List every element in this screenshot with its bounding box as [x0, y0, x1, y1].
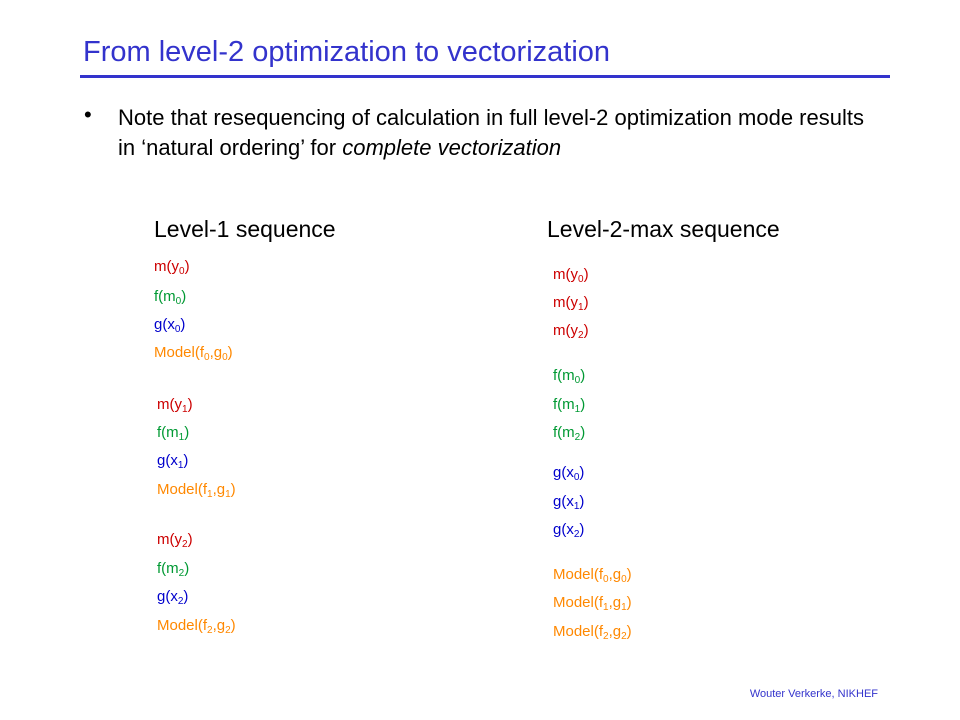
- item-tail: ): [187, 396, 193, 413]
- item-subscript: 2: [182, 539, 188, 550]
- item-base: m(y: [154, 258, 179, 275]
- item-tail: ): [626, 594, 632, 611]
- item-subscript: 2: [578, 330, 584, 341]
- bullet-dot: •: [84, 102, 92, 127]
- sequence-item: [553, 594, 632, 612]
- item-base: Model(f: [157, 481, 208, 498]
- item-subscript: 0: [175, 296, 182, 307]
- item-subscript: 1: [603, 602, 609, 613]
- sequence-item: [553, 266, 589, 284]
- item-tail: ): [579, 464, 585, 481]
- bullet-text: [118, 103, 878, 163]
- item-base: f(m: [157, 424, 179, 441]
- item-subscript: 2: [178, 568, 185, 579]
- bullet-text-main: Note that resequencing of calculation in full level-2 optimization mode results in ‘natural ordering’ for: [118, 105, 864, 160]
- sequence-item: [157, 452, 188, 470]
- item-mid: ,g: [608, 566, 622, 583]
- item-base: Model(f: [157, 617, 208, 634]
- item-subscript: 0: [603, 574, 609, 585]
- item-subscript: 2: [225, 625, 231, 636]
- item-subscript: 1: [573, 501, 580, 512]
- sequence-item: [553, 294, 589, 312]
- item-tail: ): [230, 617, 236, 634]
- item-subscript: 0: [179, 266, 185, 277]
- item-subscript: 2: [603, 631, 609, 642]
- sequence-item: [553, 396, 585, 414]
- item-tail: ): [180, 316, 186, 333]
- sequence-item: [553, 566, 632, 584]
- item-subscript: 2: [574, 432, 581, 443]
- sequence-item: [553, 367, 585, 385]
- item-tail: ): [626, 623, 632, 640]
- item-subscript: 0: [621, 574, 627, 585]
- item-mid: ,g: [212, 481, 226, 498]
- sequence-item: [157, 588, 188, 606]
- item-base: g(x: [553, 521, 574, 538]
- item-tail: ): [579, 493, 585, 510]
- item-subscript: 1: [178, 432, 185, 443]
- item-subscript: 2: [207, 625, 213, 636]
- item-base: f(m: [553, 424, 575, 441]
- item-base: g(x: [157, 452, 178, 469]
- item-base: g(x: [553, 464, 574, 481]
- sequence-item: [157, 560, 189, 578]
- item-subscript: 1: [574, 404, 581, 415]
- item-base: f(m: [154, 288, 176, 305]
- sequence-item: [157, 396, 193, 414]
- item-base: Model(f: [154, 344, 205, 361]
- item-mid: ,g: [608, 623, 622, 640]
- title-underline: [80, 75, 890, 78]
- sequence-item: [553, 623, 632, 641]
- item-subscript: 0: [222, 352, 228, 363]
- right-heading: Level-2-max sequence: [547, 216, 780, 242]
- sequence-item: [157, 481, 236, 499]
- item-tail: ): [580, 367, 586, 384]
- sequence-item: [553, 322, 589, 340]
- item-subscript: 1: [177, 460, 184, 471]
- sequence-item: [157, 531, 193, 549]
- item-subscript: 0: [574, 375, 581, 386]
- item-tail: ): [230, 481, 236, 498]
- bullet-text-emphasis: complete vectorization: [342, 135, 562, 160]
- sequence-item: [157, 617, 236, 635]
- left-heading: Level-1 sequence: [154, 216, 336, 242]
- item-base: f(m: [157, 560, 179, 577]
- item-tail: ): [626, 566, 632, 583]
- item-subscript: 0: [578, 274, 584, 285]
- item-base: Model(f: [553, 594, 604, 611]
- item-subscript: 0: [573, 472, 580, 483]
- item-tail: ): [580, 424, 586, 441]
- item-base: m(y: [157, 531, 182, 548]
- item-base: m(y: [553, 294, 578, 311]
- sequence-item: [157, 424, 189, 442]
- item-base: f(m: [553, 367, 575, 384]
- item-tail: ): [183, 452, 189, 469]
- item-mid: ,g: [608, 594, 622, 611]
- item-subscript: 0: [174, 324, 181, 335]
- item-base: Model(f: [553, 566, 604, 583]
- item-tail: ): [183, 588, 189, 605]
- item-subscript: 1: [182, 404, 188, 415]
- item-base: g(x: [157, 588, 178, 605]
- footer-author: Wouter Verkerke, NIKHEF: [749, 688, 878, 700]
- item-base: m(y: [553, 266, 578, 283]
- sequence-item: [154, 258, 190, 276]
- item-tail: ): [181, 288, 187, 305]
- item-tail: ): [583, 322, 589, 339]
- item-base: f(m: [553, 396, 575, 413]
- item-tail: ): [227, 344, 233, 361]
- item-subscript: 1: [207, 489, 213, 500]
- sequence-item: [154, 344, 233, 362]
- item-subscript: 1: [225, 489, 231, 500]
- item-base: g(x: [553, 493, 574, 510]
- item-base: Model(f: [553, 623, 604, 640]
- item-tail: ): [184, 258, 190, 275]
- item-subscript: 2: [621, 631, 627, 642]
- item-mid: ,g: [212, 617, 226, 634]
- item-subscript: 1: [578, 302, 584, 313]
- item-tail: ): [580, 396, 586, 413]
- item-base: m(y: [553, 322, 578, 339]
- sequence-item: [553, 464, 584, 482]
- item-base: g(x: [154, 316, 175, 333]
- item-mid: ,g: [209, 344, 223, 361]
- slide-title: From level-2 optimization to vectorization: [83, 36, 611, 68]
- item-tail: ): [583, 294, 589, 311]
- item-subscript: 2: [177, 596, 184, 607]
- item-tail: ): [184, 560, 190, 577]
- sequence-item: [553, 521, 584, 539]
- item-tail: ): [184, 424, 190, 441]
- item-subscript: 2: [573, 529, 580, 540]
- sequence-item: [553, 424, 585, 442]
- item-subscript: 0: [204, 352, 210, 363]
- sequence-item: [154, 288, 186, 306]
- item-tail: ): [579, 521, 585, 538]
- item-subscript: 1: [621, 602, 627, 613]
- item-tail: ): [187, 531, 193, 548]
- sequence-item: [553, 493, 584, 511]
- item-base: m(y: [157, 396, 182, 413]
- item-tail: ): [583, 266, 589, 283]
- sequence-item: [154, 316, 185, 334]
